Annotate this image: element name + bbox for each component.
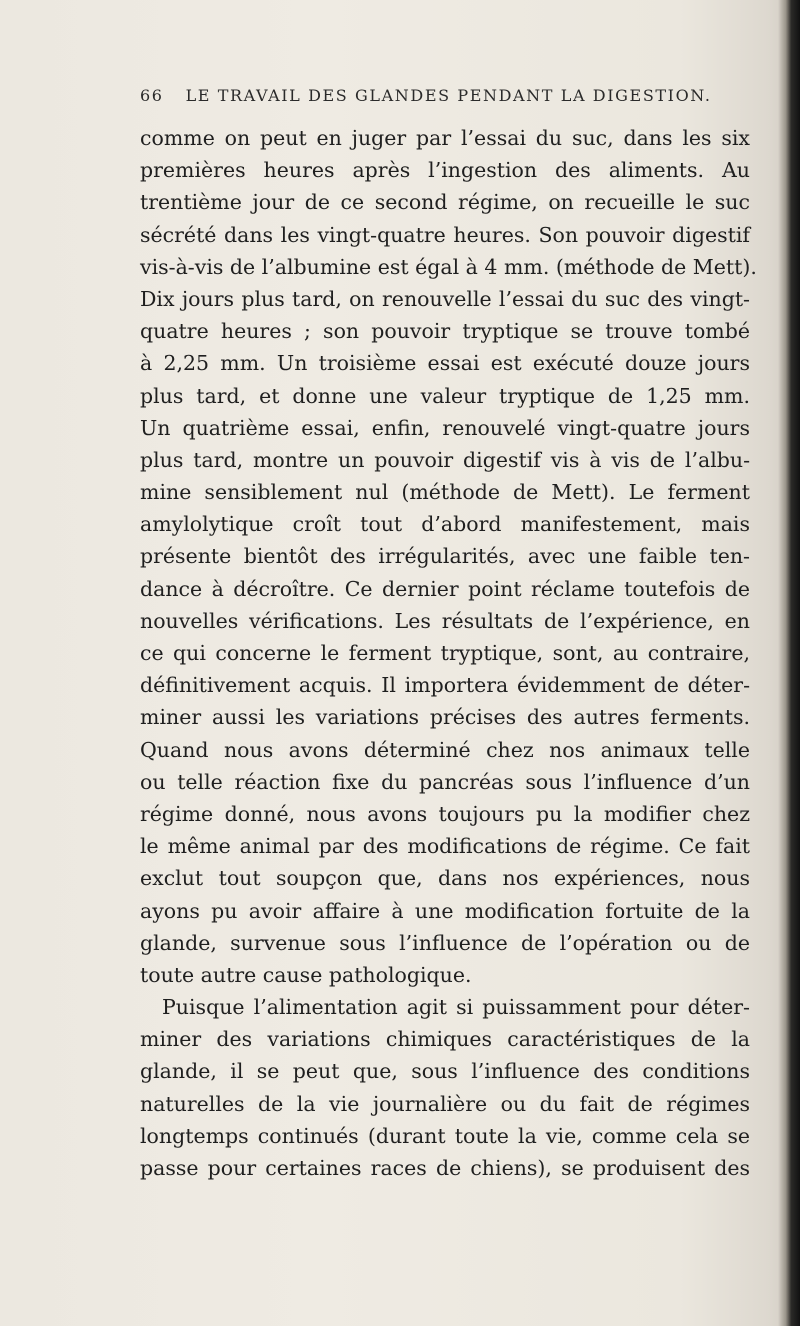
text-line: à 2,25 mm. Un troisième essai est exécuté douze jours: [140, 351, 750, 376]
text-line: mine sensiblement nul (méthode de Mett). Le ferment: [140, 480, 750, 505]
text-line: Quand nous avons déterminé chez nos animaux telle: [140, 737, 750, 762]
text-line: Puisque l’alimentation agit si puissamment pour déter-: [162, 995, 750, 1020]
text-line: ou telle réaction fixe du pancréas sous l’influence d’un: [140, 769, 750, 794]
text-line: sécrété dans les vingt-quatre heures. Son pouvoir digestif: [140, 222, 750, 247]
text-line: toute autre cause pathologique.: [140, 962, 472, 987]
text-line: glande, il se peut que, sous l’influence des conditions: [140, 1059, 750, 1084]
text-line: vis-à-vis de l’albumine est égal à 4 mm. (méthode de Mett).: [140, 254, 757, 279]
text-line: miner aussi les variations précises des autres ferments.: [140, 705, 750, 730]
text-line: définitivement acquis. Il importera évidemment de déter-: [140, 673, 750, 698]
text-line: ayons pu avoir affaire à une modification fortuite de la: [140, 898, 750, 923]
text-line: plus tard, et donne une valeur tryptique de 1,25 mm.: [140, 383, 750, 408]
body-text: [140, 122, 757, 1184]
page-number: 66: [140, 86, 164, 105]
running-title: LE TRAVAIL DES GLANDES PENDANT LA DIGESTION.: [185, 86, 712, 105]
text-line: glande, survenue sous l’influence de l’opération ou de: [140, 930, 750, 955]
text-line: Dix jours plus tard, on renouvelle l’essai du suc des vingt-: [140, 286, 750, 311]
text-line: comme on peut en juger par l’essai du suc, dans les six: [140, 126, 750, 150]
text-line: passe pour certaines races de chiens), se produisent des: [140, 1156, 750, 1180]
text-line: dance à décroître. Ce dernier point réclame toutefois de: [140, 576, 750, 601]
text-line: longtemps continués (durant toute la vie, comme cela se: [140, 1123, 750, 1148]
text-line: Un quatrième essai, enfin, renouvelé vingt-quatre jours: [140, 415, 750, 440]
text-line: amylolytique croît tout d’abord manifestement, mais: [140, 512, 750, 537]
text-line: trentième jour de ce second régime, on recueille le suc: [140, 190, 750, 215]
text-line: présente bientôt des irrégularités, avec une faible ten-: [140, 544, 750, 569]
text-line: le même animal par des modifications de régime. Ce fait: [140, 834, 750, 859]
text-line: plus tard, montre un pouvoir digestif vis à vis de l’albu-: [140, 447, 750, 472]
text-line: exclut tout soupçon que, dans nos expériences, nous: [140, 866, 750, 891]
text-line: quatre heures ; son pouvoir tryptique se trouve tombé: [140, 319, 750, 344]
page-edge-shadow: [778, 0, 800, 1326]
text-line: premières heures après l’ingestion des aliments. Au: [140, 158, 750, 183]
text-line: régime donné, nous avons toujours pu la modifier chez: [140, 801, 750, 826]
text-line: miner des variations chimiques caractéristiques de la: [140, 1027, 750, 1052]
running-header: [140, 86, 760, 114]
text-line: naturelles de la vie journalière ou du fait de régimes: [140, 1091, 750, 1116]
text-line: ce qui concerne le ferment tryptique, sont, au contraire,: [140, 641, 750, 665]
text-line: nouvelles vérifications. Les résultats de l’expérience, en: [140, 608, 750, 633]
